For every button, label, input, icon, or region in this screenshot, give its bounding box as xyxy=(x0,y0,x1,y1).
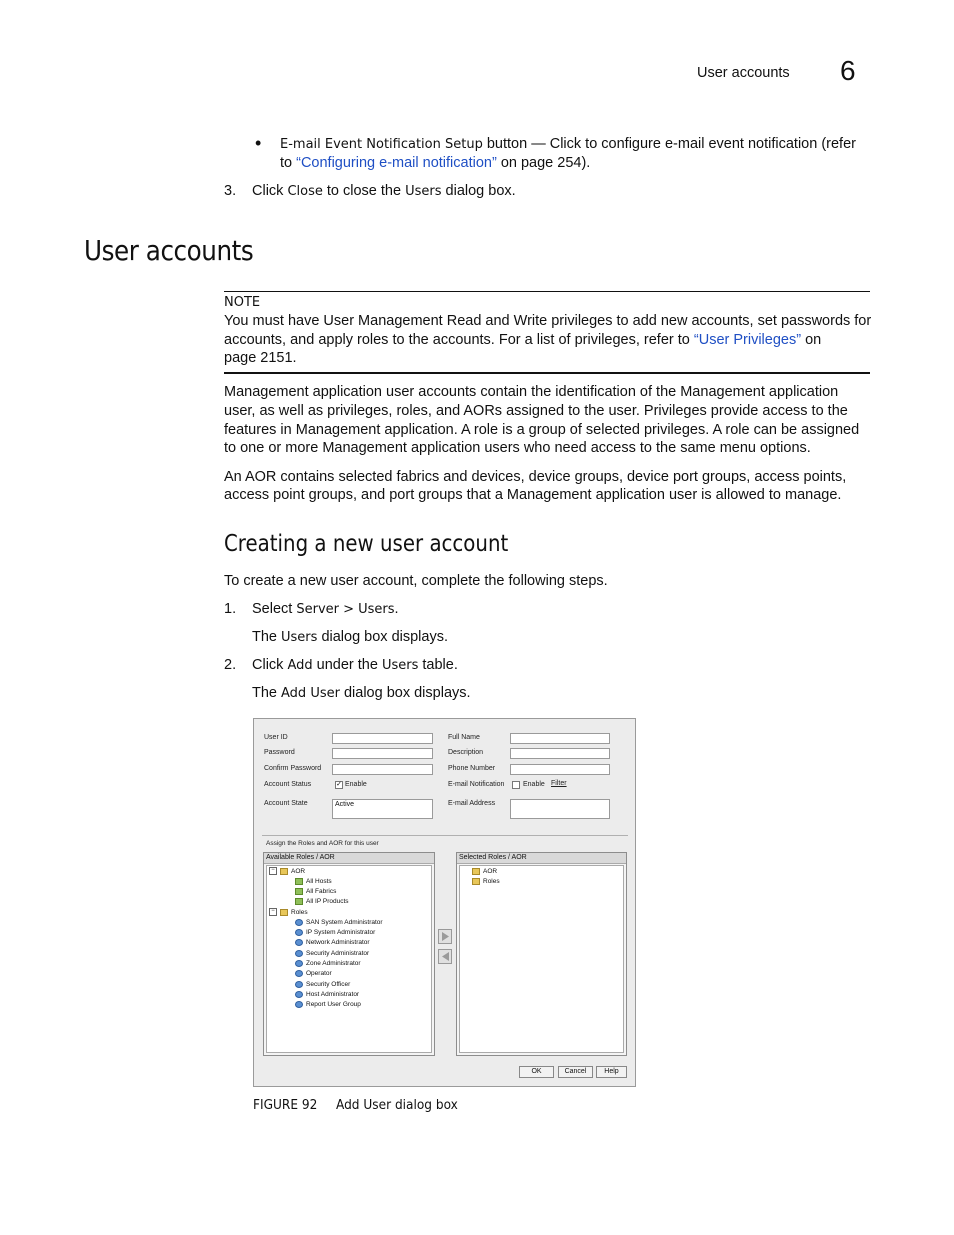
label-email-notification: E-mail Notification xyxy=(448,781,505,788)
arrow-right-icon xyxy=(439,930,451,943)
email-notification-checkbox[interactable] xyxy=(512,781,520,789)
selected-node-roles-label: Roles xyxy=(483,878,500,885)
step-1-result-post: dialog box displays. xyxy=(317,629,448,645)
label-user-id: User ID xyxy=(264,734,288,741)
label-account-state: Account State xyxy=(264,800,308,807)
link-user-privileges[interactable]: “User Privileges” xyxy=(693,332,802,348)
step-1-number: 1. xyxy=(224,601,237,617)
tree-node-all-ip-products[interactable] xyxy=(295,897,349,907)
phone-number-input[interactable] xyxy=(510,764,610,775)
bullet-line-1 xyxy=(280,135,856,155)
tree-node-all-fabrics-label: All Fabrics xyxy=(306,888,337,895)
step-2-mid: under the xyxy=(312,657,382,673)
available-roles-panel xyxy=(263,852,435,1056)
label-password: Password xyxy=(264,749,295,756)
available-roles-tree[interactable] xyxy=(266,865,432,1053)
tree-node-role[interactable] xyxy=(295,928,375,938)
bullet-text-pre: to xyxy=(280,155,297,171)
role-icon xyxy=(295,970,303,977)
note-line-2-pre: accounts, and apply roles to the accounts. For a list of privileges, refer to xyxy=(224,332,694,348)
aor-icon xyxy=(295,888,303,895)
account-status-checkbox[interactable]: ✓ xyxy=(336,781,342,788)
remove-selection-button[interactable] xyxy=(438,949,452,964)
confirm-password-input[interactable] xyxy=(332,764,433,775)
role-icon xyxy=(295,939,303,946)
account-status-enable-label: Enable xyxy=(345,781,367,788)
bullet-dot: • xyxy=(255,133,262,153)
tree-node-role-label: Host Administrator xyxy=(306,991,360,998)
tree-node-role-label: SAN System Administrator xyxy=(306,919,383,926)
para-2-line-2: access point groups, and port groups that a Management application user is allowed to manage. xyxy=(224,487,842,503)
bullet-line-2 xyxy=(280,154,590,173)
tree-node-role-label: Zone Administrator xyxy=(306,960,361,967)
step-2-result-pre: The xyxy=(252,685,282,701)
collapse-icon[interactable]: − xyxy=(269,867,277,875)
step-1-pre: Select xyxy=(252,601,297,617)
step-3-pre: Click xyxy=(252,183,288,199)
role-icon xyxy=(295,950,303,957)
note-line-2-post: on xyxy=(801,332,822,348)
figure-caption: Add User dialog box xyxy=(336,1097,458,1113)
add-user-dialog xyxy=(253,718,636,1087)
step-3-users: Users xyxy=(405,184,442,199)
tree-node-roles[interactable] xyxy=(269,908,308,918)
para-1-line-3: features in Management application. A role is a group of selected privileges. A role can be assigned xyxy=(224,422,860,438)
step-1-result-users: Users xyxy=(281,630,318,645)
account-state-field[interactable]: Active xyxy=(332,799,433,819)
link-configuring-email[interactable]: “Configuring e-mail notification” xyxy=(296,155,497,171)
tree-node-aor-label: AOR xyxy=(291,868,306,875)
label-full-name: Full Name xyxy=(448,734,480,741)
note-top-rule xyxy=(224,291,870,292)
aor-icon xyxy=(295,878,303,885)
tree-node-role[interactable] xyxy=(295,938,370,948)
role-icon xyxy=(295,929,303,936)
tree-node-role-label: Network Administrator xyxy=(306,939,370,946)
running-header-title: User accounts xyxy=(697,65,790,81)
figure-label: FIGURE 92 xyxy=(253,1097,318,1113)
folder-icon xyxy=(472,878,480,885)
available-roles-header: Available Roles / AOR xyxy=(264,853,434,864)
tree-node-role-label: Operator xyxy=(306,970,332,977)
tree-node-roles-label: Roles xyxy=(291,909,308,916)
role-icon xyxy=(295,919,303,926)
note-bottom-rule xyxy=(224,372,870,374)
tree-node-role[interactable] xyxy=(295,980,350,990)
tree-node-role[interactable] xyxy=(295,918,383,928)
step-2-add: Add xyxy=(287,658,313,673)
bullet-term: E-mail Event Notification Setup xyxy=(280,137,483,152)
tree-node-role-label: Report User Group xyxy=(306,1001,361,1008)
collapse-icon[interactable]: − xyxy=(269,908,277,916)
tree-node-role-label: IP System Administrator xyxy=(306,929,376,936)
subsection-heading: Creating a new user account xyxy=(224,531,509,557)
filter-link[interactable]: Filter xyxy=(551,780,567,787)
step-3-mid: to close the xyxy=(322,183,406,199)
note-line-2 xyxy=(224,331,821,350)
assign-title: Assign the Roles and AOR for this user xyxy=(266,840,379,847)
selected-roles-tree[interactable] xyxy=(459,865,624,1053)
para-1-line-4: to one or more Management application users who need access to the same menu options. xyxy=(224,440,811,456)
tree-node-all-ip-products-label: All IP Products xyxy=(306,898,349,905)
step-3 xyxy=(252,182,516,202)
email-address-input[interactable] xyxy=(510,799,610,819)
password-input[interactable] xyxy=(332,748,433,759)
tree-node-role[interactable] xyxy=(295,949,369,959)
para-1-line-1: Management application user accounts contain the identification of the Management application xyxy=(224,384,839,400)
step-2-result-add-user: Add User xyxy=(281,686,340,701)
label-email-address: E-mail Address xyxy=(448,800,496,807)
add-selection-button[interactable] xyxy=(438,929,452,944)
step-1-result xyxy=(252,628,448,648)
tree-node-role[interactable] xyxy=(295,959,361,969)
label-description: Description xyxy=(448,749,484,756)
step-2-users: Users xyxy=(381,658,419,673)
role-icon xyxy=(295,960,303,967)
user-id-input[interactable] xyxy=(332,733,433,744)
note-line-1: You must have User Management Read and Write privileges to add new accounts, set passwords for xyxy=(224,313,872,329)
label-account-status: Account Status xyxy=(264,781,312,788)
tree-node-role[interactable] xyxy=(295,969,332,979)
step-3-number: 3. xyxy=(224,183,237,199)
ok-button[interactable]: OK xyxy=(519,1066,554,1078)
step-1-post: . xyxy=(394,601,399,617)
full-name-input[interactable] xyxy=(510,733,610,744)
step-3-post: dialog box. xyxy=(441,183,516,199)
cancel-button[interactable]: Cancel xyxy=(558,1066,593,1078)
role-icon xyxy=(295,981,303,988)
help-button[interactable]: Help xyxy=(596,1066,627,1078)
folder-icon xyxy=(280,868,288,875)
bullet-text-post: on page 254). xyxy=(496,155,591,171)
para-2-line-1: An AOR contains selected fabrics and devices, device groups, device port groups, access points, xyxy=(224,469,847,485)
selected-roles-panel xyxy=(456,852,627,1056)
tree-node-role-label: Security Administrator xyxy=(306,950,370,957)
folder-icon xyxy=(472,868,480,875)
selected-node-aor-label: AOR xyxy=(483,868,498,875)
step-2-number: 2. xyxy=(224,657,237,673)
email-notification-enable-label: Enable xyxy=(523,781,545,788)
tree-node-all-hosts[interactable] xyxy=(295,877,332,887)
arrow-left-icon xyxy=(439,950,451,963)
step-2-pre: Click xyxy=(252,657,288,673)
step-2-post: table. xyxy=(418,657,458,673)
section-heading: User accounts xyxy=(84,234,254,267)
intro-text: To create a new user account, complete the following steps. xyxy=(224,573,608,589)
selected-roles-header: Selected Roles / AOR xyxy=(457,853,626,864)
tree-node-all-fabrics[interactable] xyxy=(295,887,336,897)
step-2-result-post: dialog box displays. xyxy=(339,685,471,701)
tree-node-all-hosts-label: All Hosts xyxy=(306,878,332,885)
aor-icon xyxy=(295,898,303,905)
role-icon xyxy=(295,991,303,998)
separator xyxy=(262,835,628,836)
para-1-line-2: user, as well as privileges, roles, and AORs assigned to the user. Privileges provide access to the xyxy=(224,403,848,419)
bullet-text: button — Click to configure e-mail event notification (refer xyxy=(482,136,856,152)
folder-icon xyxy=(280,909,288,916)
step-1 xyxy=(252,600,399,620)
label-phone-number: Phone Number xyxy=(448,765,496,772)
step-2-result xyxy=(252,684,471,704)
role-icon xyxy=(295,1001,303,1008)
tree-node-role-label: Security Officer xyxy=(306,981,351,988)
note-label: NOTE xyxy=(224,295,261,310)
step-1-result-pre: The xyxy=(252,629,282,645)
tree-node-role[interactable] xyxy=(295,1000,361,1010)
label-confirm-password: Confirm Password xyxy=(264,765,322,772)
selected-node-roles[interactable] xyxy=(472,877,500,887)
step-2 xyxy=(252,656,458,676)
tree-node-aor[interactable] xyxy=(269,867,305,877)
tree-node-role[interactable] xyxy=(295,990,359,1000)
note-line-3: page 2151. xyxy=(224,350,297,366)
description-input[interactable] xyxy=(510,748,610,759)
step-3-close: Close xyxy=(287,184,323,199)
selected-node-aor[interactable] xyxy=(472,867,497,877)
chapter-number: 6 xyxy=(840,55,856,86)
step-1-menu-path: Server > Users xyxy=(296,602,395,617)
